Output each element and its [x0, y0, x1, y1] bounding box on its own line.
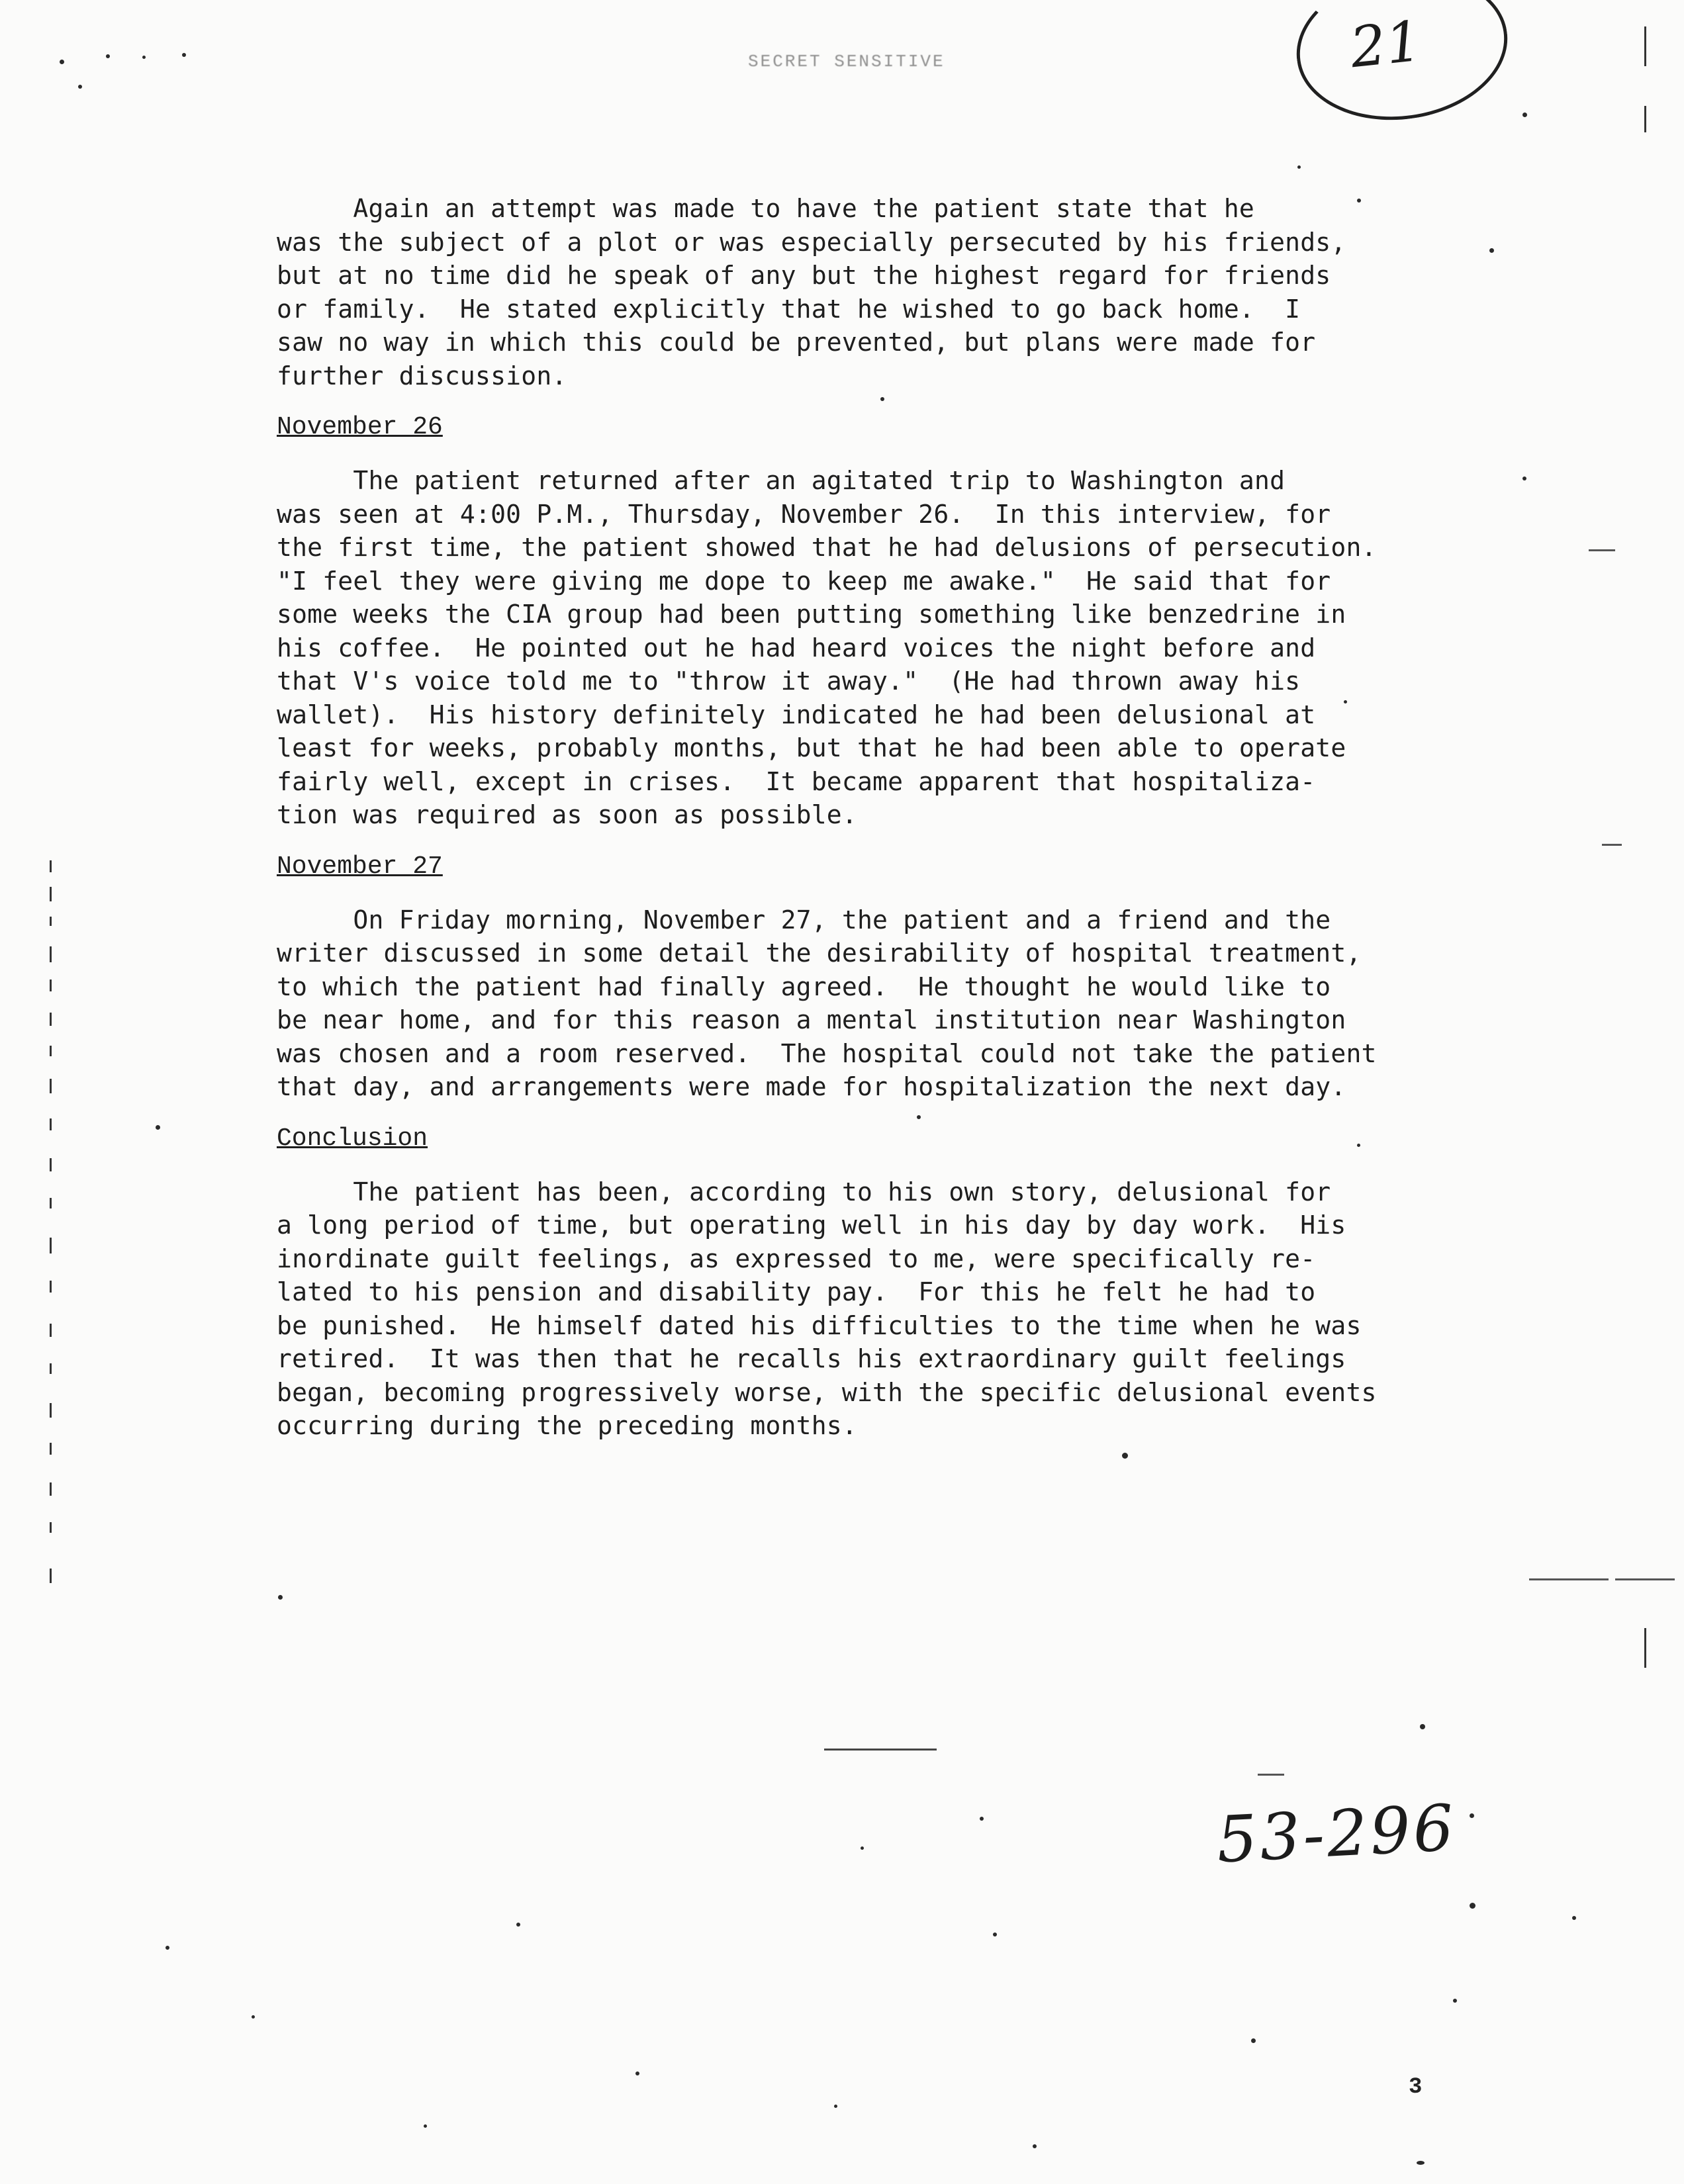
scan-speck	[182, 53, 186, 57]
section-paragraph: On Friday morning, November 27, the patient and a friend and the writer discussed in some detail the desirability of hospital treatment, to which the patient had finally agreed. He thought he would like to be near home, and for this reason a mental institution near Washington was chosen and a room reserved. The hospital could not take the patient that day, and arrangements were made for hospitalization the next day.	[277, 905, 1377, 1101]
scan-speck	[993, 1933, 997, 1936]
scan-speck	[1417, 2161, 1425, 2165]
scan-speck	[1357, 1144, 1360, 1147]
scan-speck	[1522, 113, 1527, 117]
section-heading: November 26	[277, 413, 443, 441]
scan-speck	[142, 56, 146, 59]
left-edge-mark	[50, 1118, 52, 1130]
scan-speck	[156, 1125, 160, 1130]
edge-rule	[1602, 844, 1622, 846]
scan-speck	[516, 1923, 520, 1927]
left-edge-mark	[50, 1403, 52, 1418]
header-smudged-caption: SECRET SENSITIVE	[748, 52, 945, 71]
stamp-number: 21	[1347, 8, 1425, 81]
edge-rule	[1589, 549, 1615, 551]
left-edge-mark	[50, 917, 52, 926]
scan-speck	[1420, 1724, 1425, 1729]
section-november-27	[277, 832, 1415, 1104]
left-edge-mark	[50, 860, 52, 872]
scan-speck	[252, 2015, 255, 2019]
left-edge-mark	[50, 887, 52, 901]
scan-speck	[980, 1817, 984, 1821]
left-edge-mark	[50, 1569, 52, 1583]
section-heading: November 27	[277, 852, 443, 881]
section-heading: Conclusion	[277, 1124, 428, 1153]
edge-rule	[1615, 1578, 1675, 1580]
page-number: 3	[1409, 2075, 1423, 2100]
scan-speck	[917, 1115, 921, 1119]
scan-speck	[635, 2071, 639, 2075]
left-edge-mark	[1644, 26, 1646, 66]
scan-speck	[1251, 2038, 1256, 2043]
left-edge-mark	[50, 1443, 52, 1455]
scan-speck	[1470, 1813, 1474, 1818]
scan-speck	[1489, 248, 1494, 253]
left-edge-mark	[50, 1522, 52, 1533]
handwritten-document-number: 53-296	[1215, 1790, 1458, 1878]
scan-speck	[106, 54, 110, 58]
scan-speck	[1453, 1999, 1457, 2003]
intro-paragraph: Again an attempt was made to have the patient state that he was the subject of a plot or was especially persecuted by his friends, but at no time did he speak of any but the highest regard for friends or family. He stated explicitly that he wished to go back home. I saw no way in which this could be prevented, but plans were made for further discussion.	[277, 194, 1346, 390]
scan-speck	[1297, 165, 1301, 169]
left-edge-mark	[50, 1281, 52, 1293]
right-edge-mark	[1644, 1628, 1646, 1668]
left-edge-mark	[50, 1198, 52, 1208]
left-edge-mark	[50, 1238, 52, 1253]
edge-rule	[1258, 1774, 1284, 1776]
scan-speck	[1522, 477, 1526, 480]
section-november-26	[277, 392, 1415, 832]
scan-speck	[60, 60, 64, 64]
section-paragraph: The patient returned after an agitated trip to Washington and was seen at 4:00 P.M., Thursday, November 26. In this interview, for the first time, the patient showed that he had delusions of persecution. "I feel they were giving me dope to keep me awake." He said that for some weeks the CIA group had been putting something like benzedrine in his coffee. He pointed out he had heard voices the night before and that V's voice told me to "throw it away." (He had thrown away his wallet). His history definitely indicated he had been delusional at least for weeks, probably months, but that he had been able to operate fairly well, except in crises. It became apparent that hospitaliza- tion was required as soon as possible.	[277, 466, 1377, 829]
right-edge-mark	[1644, 106, 1646, 132]
scan-speck	[278, 1595, 283, 1600]
left-edge-mark	[50, 979, 52, 991]
left-edge-mark	[50, 1046, 52, 1056]
scan-speck	[1470, 1903, 1475, 1909]
left-edge-mark	[50, 1158, 52, 1171]
scan-speck	[880, 397, 884, 401]
scan-speck	[1572, 1916, 1576, 1920]
left-edge-mark	[50, 1013, 52, 1026]
scan-speck	[1033, 2144, 1037, 2148]
left-edge-mark	[50, 946, 52, 962]
scan-speck	[1122, 1453, 1128, 1459]
left-edge-mark	[50, 1363, 52, 1374]
section-conclusion	[277, 1104, 1415, 1443]
scan-speck	[424, 2124, 427, 2128]
edge-rule	[1529, 1578, 1609, 1580]
scan-speck	[165, 1946, 169, 1950]
scan-speck	[834, 2105, 837, 2108]
scan-speck	[861, 1846, 864, 1850]
left-edge-mark	[50, 1324, 52, 1337]
scan-speck	[78, 85, 82, 89]
scan-speck	[1357, 199, 1361, 203]
intro-section	[277, 192, 1415, 392]
left-edge-mark	[50, 1482, 52, 1496]
left-edge-mark	[50, 1079, 52, 1093]
document-body	[277, 192, 1415, 1443]
edge-rule	[824, 1749, 937, 1751]
section-paragraph: The patient has been, according to his own story, delusional for a long period of time, but operating well in his day by day work. His inordinate guilt feelings, as expressed to me, were specifically re- lated to his pension and disability pay. For this he felt he had to be punished. He himself dated his difficulties to the time when he was retired. It was then that he recalls his extraordinary guilt feelings began, becoming progressively worse, with the specific delusional events occurring during the preceding months.	[277, 1177, 1377, 1440]
scan-speck	[1344, 700, 1347, 704]
